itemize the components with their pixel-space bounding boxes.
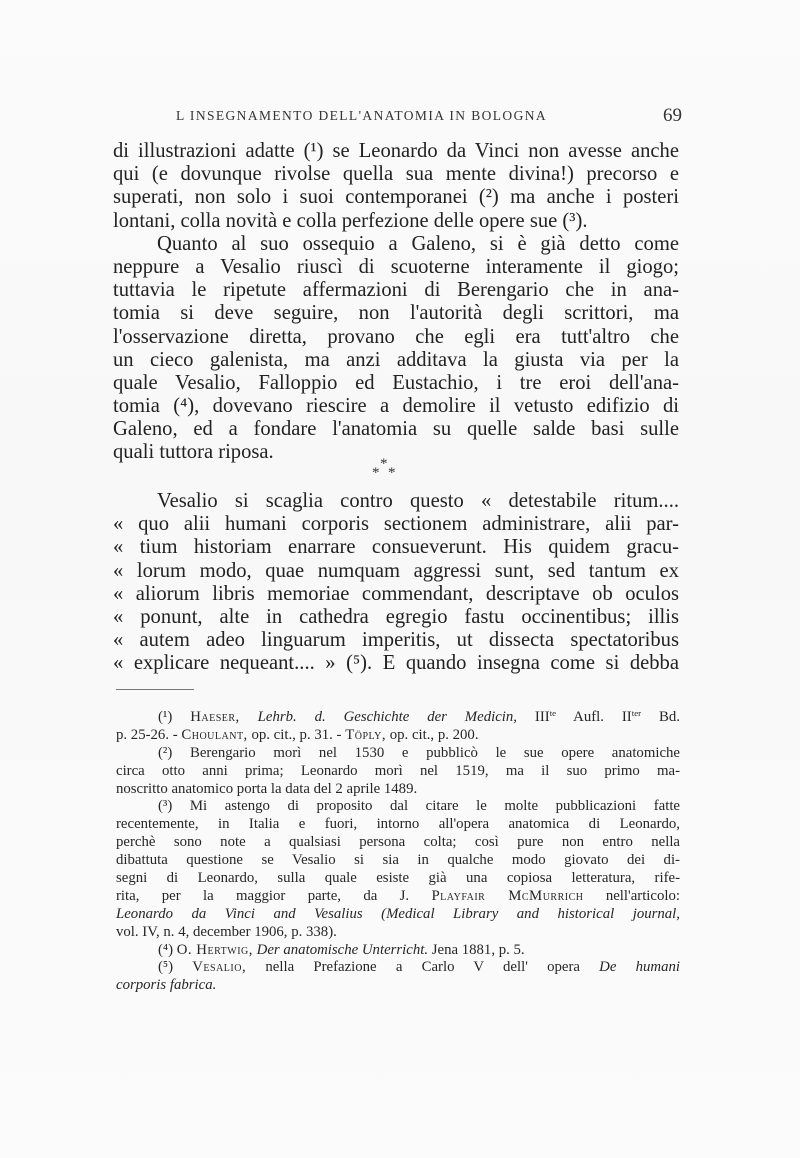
footnote-text: $III^{te}$ — [534, 708, 557, 725]
footnote-author: Töply, — [345, 726, 387, 743]
body-line: di illustrazioni adatte (¹) se Leonardo da Vinci non avesse anche — [113, 140, 679, 162]
footnote-text: Bd. — [659, 709, 680, 725]
footnote-3-line: perchè sono note a qualsiasi persona colta; così pure non entro nella — [116, 834, 680, 851]
footnote-title: Der anatomische Unterricht. — [256, 941, 429, 958]
footnote-title: Lehrb. d. Geschichte der Medicin, — [257, 709, 517, 725]
body-line: quale Vesalio, Falloppio ed Eustachio, i tre eroi dell'ana- — [113, 371, 679, 394]
footnote-2-line: noscritto anatomico porta la data del 2 aprile 1489. — [116, 780, 418, 797]
page-number: 69 — [663, 105, 682, 126]
body-line: lontani, colla novità e colla perfezione delle opere sue (³). — [113, 209, 588, 232]
footnote-text: Aufl. $II^{ter}$ — [573, 708, 642, 725]
body-line: « explicare nequeant.... » (⁵). E quando insegna come si debba — [113, 652, 679, 675]
footnote-text: op. cit., p. 200. — [389, 726, 479, 743]
running-title: L INSEGNAMENTO DELL'ANATOMIA IN BOLOGNA — [176, 108, 548, 123]
footnote-3-line: dibattuta questione se Vesalio si sia in qualche modo giovato dei di- — [116, 852, 680, 869]
body-line: l'osservazione diretta, provano che egli era tutt'altro che — [113, 325, 679, 348]
body-line: « autem adeo linguarum imperitis, ut dissecta spectatoribus — [113, 629, 679, 652]
asterism-star-left: * — [372, 465, 380, 481]
footnote-3-line: (³) Mi astengo di proposito dal citare le molte pubblicazioni fatte — [158, 798, 680, 815]
footnotes — [116, 709, 680, 995]
footnote-text: nell'articolo: — [605, 887, 681, 904]
body-line: tuttavia le ripetute affermazioni di Berengario che in ana- — [113, 279, 679, 302]
asterism-star-top: * — [380, 456, 388, 472]
main-paragraph-2 — [113, 490, 679, 676]
body-line: tomia si deve seguire, non l'autorità degli scrittori, ma — [113, 302, 679, 325]
footnote-author: Haeser, — [190, 709, 240, 725]
footnote-4-line — [116, 942, 680, 960]
body-line: qui (e dovunque rivolse quella sua mente divina!) precorso e — [113, 163, 679, 186]
footnote-1-line — [116, 709, 680, 727]
footnote-author: Playfair McMurrich — [431, 887, 584, 904]
body-line: Quanto al suo ossequio a Galeno, si è già detto come — [157, 232, 679, 255]
footnote-author: Choulant, — [181, 726, 248, 743]
footnote-3-line — [116, 888, 680, 906]
section-asterism — [366, 456, 406, 486]
footnote-text: rita, per la maggior parte, da J. — [116, 887, 410, 904]
footnote-1-line — [116, 727, 680, 745]
body-line: Galeno, ed a fondare l'anatomia su quelle salde basi sulle — [113, 418, 679, 441]
body-line: « aliorum libris memoriae commendant, descriptave ob oculos — [113, 582, 679, 605]
main-paragraph-1 — [113, 140, 679, 465]
footnote-5-line — [116, 977, 680, 995]
footnote-2-line: (²) Berengario morì nel 1530 e pubblicò le sue opere anatomiche — [158, 744, 680, 761]
footnote-rule — [116, 689, 194, 690]
body-line: neppure a Vesalio riuscì di scuoterne interamente il giogo; — [113, 255, 679, 278]
footnote-3-line: segni di Leonardo, sulla quale esiste già una copiosa letteratura, rife- — [116, 870, 680, 887]
body-line: un cieco galenista, ma anzi additava la giusta via per la — [113, 348, 679, 371]
footnote-mark: (⁵) — [158, 959, 174, 976]
footnote-text: nella Prefazione a Carlo V dell' opera — [265, 959, 580, 976]
footnote-3-line: recentemente, in Italia e fuori, intorno all'opera anatomica di Leonardo, — [116, 816, 680, 833]
body-line: tomia (⁴), dovevano riescire a demolire il vetusto edifizio di — [113, 395, 679, 418]
body-line: « lorum modo, quae numquam aggressi sunt, sed tantum ex — [113, 559, 679, 582]
footnote-text: Jena 1881, p. 5. — [431, 941, 525, 958]
footnote-author: Vesalio, — [192, 959, 247, 976]
footnote-mark: (⁴) — [158, 941, 174, 958]
footnote-author: O. Hertwig, — [176, 941, 253, 958]
footnote-title: Leonardo da Vinci and Vesalius (Medical Library and historical journal, — [116, 905, 680, 922]
asterism-star-right: * — [388, 465, 396, 481]
body-line: Vesalio si scaglia contro questo « detestabile ritum.... — [157, 490, 679, 512]
footnote-title: De humani — [599, 959, 681, 976]
footnote-3-line — [116, 906, 680, 924]
body-line: « quo alii humani corporis sectionem administrare, alii par- — [113, 513, 679, 536]
footnote-mark: (¹) — [158, 709, 173, 725]
footnote-2-line: circa otto anni prima; Leonardo morì nel 1519, ma il suo primo ma- — [116, 762, 680, 779]
footnote-3-line: vol. IV, n. 4, december 1906, p. 338). — [116, 923, 337, 940]
body-line: superati, non solo i suoi contemporanei (²) ma anche i posteri — [113, 186, 679, 209]
footnote-text: p. 25-26. - — [116, 726, 178, 743]
body-line: « tium historiam enarrare consueverunt. His quidem gracu- — [113, 536, 679, 559]
footnote-5-line — [116, 959, 680, 977]
running-header — [176, 105, 682, 132]
footnote-text: op. cit., p. 31. - — [251, 726, 342, 743]
body-line: « ponunt, alte in cathedra egregio fastu occinentibus; illis — [113, 605, 679, 628]
body-line: quali tuttora riposa. — [113, 441, 274, 464]
footnote-title: corporis fabrica. — [116, 977, 217, 994]
